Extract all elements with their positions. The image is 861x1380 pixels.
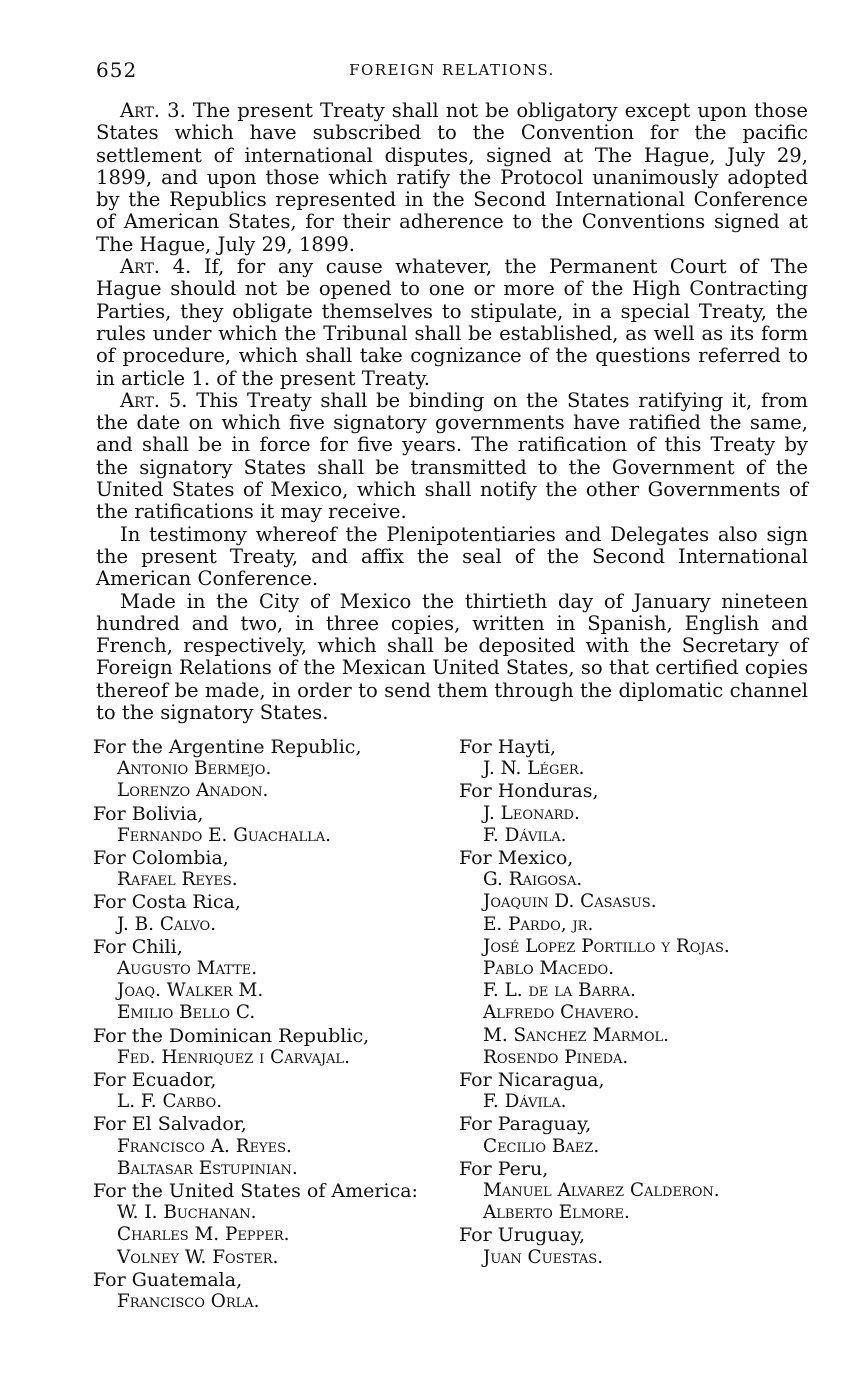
country-line: For Costa Rica,: [93, 891, 241, 914]
running-title: FOREIGN RELATIONS.: [349, 61, 555, 79]
country-line: For Paraguay,: [459, 1113, 592, 1136]
signatory-name: J. N. Léger.: [483, 758, 585, 780]
country-line: For Peru,: [459, 1157, 549, 1180]
page-header: [96, 58, 808, 86]
signatory-group: [93, 803, 453, 847]
signatory-group: [459, 1224, 813, 1268]
article-label: Art. 4.: [120, 255, 192, 279]
country-line: For Ecuador,: [93, 1069, 217, 1092]
signatory-name: F. Dávila.: [483, 1091, 567, 1113]
signatory-group: [93, 736, 453, 803]
signatory-group: [459, 847, 813, 1069]
country-line: For Guatemala,: [93, 1268, 243, 1291]
signatory-name: Augusto Matte.: [117, 958, 258, 980]
signatory-name: José Lopez Portillo y Rojas.: [483, 935, 730, 957]
signatory-group: [459, 1113, 813, 1157]
country-line: For Hayti,: [459, 736, 557, 758]
signatory-group: [93, 891, 453, 935]
signatory-group: [459, 780, 813, 847]
country-line: For Uruguay,: [459, 1224, 586, 1247]
signatory-name: Alberto Elmore.: [483, 1202, 630, 1224]
signatory-name: Manuel Alvarez Calderon.: [483, 1180, 720, 1202]
signatory-group: [93, 936, 453, 1025]
country-line: For the United States of America:: [93, 1180, 418, 1203]
signatory-name: G. Raigosa.: [483, 869, 583, 891]
signatory-name: Rafael Reyes.: [117, 869, 238, 891]
signatory-name: L. F. Carbo.: [117, 1091, 223, 1113]
country-line: For El Salvador,: [93, 1113, 247, 1136]
signatory-name: Rosendo Pineda.: [483, 1046, 629, 1068]
signatory-name: E. Pardo, jr.: [483, 913, 594, 935]
signatory-name: Juan Cuestas.: [483, 1246, 604, 1268]
signatory-name: Francisco A. Reyes.: [117, 1135, 292, 1157]
signatory-group: [93, 847, 453, 891]
country-line: For Colombia,: [93, 847, 229, 870]
signatory-group: [93, 1025, 453, 1069]
article-text: If, for any cause whatever, the Permanent Court of The Hague should not be opened to one or more of the High Contracting Parties, they obligate themselves to stipulate, in a special Treaty, the rules under which the Tribunal shall be established, as well as its form of procedure, which shall take cognizance of the questions referred to in article 1. of the present Treaty.: [96, 255, 808, 390]
article-3-paragraph: [96, 100, 808, 256]
signatory-name: Pablo Macedo.: [483, 958, 615, 980]
country-line: For the Argentine Republic,: [93, 736, 362, 758]
article-4-paragraph: [96, 256, 808, 390]
signatory-name: Cecilio Baez.: [483, 1135, 600, 1157]
signatory-group: [93, 1269, 453, 1313]
country-line: For Bolivia,: [93, 802, 204, 825]
signatory-name: F. L. de la Barra.: [483, 980, 636, 1002]
country-line: For Mexico,: [459, 847, 574, 870]
signatory-name: Emilio Bello C.: [117, 1002, 256, 1024]
treaty-text: [96, 100, 808, 724]
signatory-group: [459, 1069, 813, 1113]
country-line: For Nicaragua,: [459, 1069, 605, 1092]
signatories-left-column: [93, 736, 453, 1313]
signatory-name: F. Dávila.: [483, 824, 567, 846]
signatory-name: Volney W. Foster.: [117, 1246, 279, 1268]
signatory-name: Joaquin D. Casasus.: [483, 891, 657, 913]
paragraph-text: Made in the City of Mexico the thirtieth day of January nineteen hundred and two, in three copies, written in Spanish, English and French, respectively, which shall be deposited with the Secretary of Foreign Relations of the Mexican United States, so that certified copies thereof be made, in order to send them through the diplomatic channel to the signatory States.: [96, 589, 808, 725]
country-line: For Honduras,: [459, 780, 599, 803]
country-line: For the Dominican Republic,: [93, 1024, 370, 1047]
testimony-paragraph: [96, 524, 808, 591]
signatory-group: [93, 1069, 453, 1113]
country-line: For Chili,: [93, 935, 183, 958]
signatory-group: [93, 1113, 453, 1180]
signatory-name: J. B. Calvo.: [117, 913, 217, 935]
page-number: 652: [96, 58, 138, 82]
article-text: The present Treaty shall not be obligatory except upon those States which have subscribed to the Convention for the pacific settlement of international disputes, signed at The Hague, July 29, 1899, and upon those which ratify the Protocol unanimously adopted by the Republics represented in the Second International Conference of American States, for their adherence to the Conventions signed at The Hague, July 29, 1899.: [96, 99, 809, 256]
article-label: Art. 5.: [120, 388, 188, 412]
article-5-paragraph: [96, 390, 808, 524]
signatory-group: [459, 1158, 813, 1225]
signatory-name: W. I. Buchanan.: [117, 1202, 257, 1224]
signatory-name: Alfredo Chavero.: [483, 1002, 640, 1024]
article-label: Art. 3.: [120, 99, 186, 122]
signatory-name: Antonio Bermejo.: [117, 758, 272, 780]
signatory-group: [93, 1180, 453, 1269]
signatory-name: Baltasar Estupinian.: [117, 1157, 298, 1179]
signatory-name: J. Leonard.: [483, 802, 580, 824]
signatory-name: Joaq. Walker M.: [117, 980, 264, 1002]
signatory-name: Fed. Henriquez i Carvajal.: [117, 1046, 350, 1068]
signatory-name: Fernando E. Guachalla.: [117, 824, 332, 846]
article-text: This Treaty shall be binding on the States ratifying it, from the date on which five signatory governments have ratified the same, and shall be in force for five years. The ratification of this Treaty by the signatory States shall be transmitted to the Government of the United States of Mexico, which shall notify the other Governments of the ratifications it may receive.: [96, 388, 808, 524]
signatory-name: M. Sanchez Marmol.: [483, 1024, 669, 1046]
signatory-name: Lorenzo Anadon.: [117, 780, 269, 802]
signatory-name: Charles M. Pepper.: [117, 1224, 290, 1246]
signatory-group: [459, 736, 813, 780]
paragraph-text: In testimony whereof the Plenipotentiaries and Delegates also sign the present Treaty, and affix the seal of the Second International American Conference.: [96, 522, 808, 591]
signatory-name: Francisco Orla.: [117, 1291, 260, 1313]
signatories-right-column: [459, 736, 813, 1269]
made-in-paragraph: [96, 591, 808, 725]
